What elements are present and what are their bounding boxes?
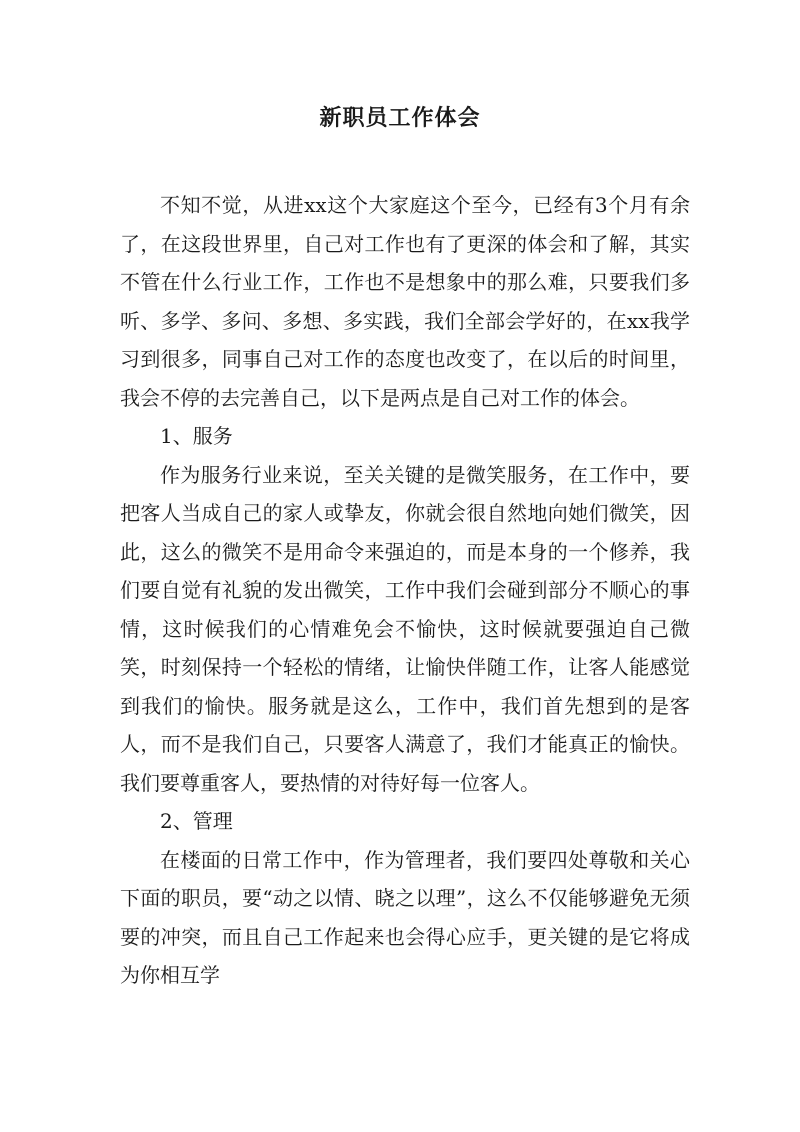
document-body	[120, 186, 690, 995]
service-paragraph: 作为服务行业来说，至关关键的是微笑服务，在工作中，要把客人当成自己的家人或挚友，你就会很自然地向她们微笑，因此，这么的微笑不是用命令来强迫的，而是本身的一个修养，我们要自觉有礼貌的发出微笑，工作中我们会碰到部分不顺心的事情，这时候我们的心情难免会不愉快，这时候就要强迫自己微笑，时刻保持一个轻松的情绪，让愉快伴随工作，让客人能感觉到我们的愉快。服务就是这么，工作中，我们首先想到的是客人，而不是我们自己，只要客人满意了，我们才能真正的愉快。我们要尊重客人，要热情的对待好每一位客人。	[120, 462, 690, 795]
intro-paragraph: 不知不觉，从进xx这个大家庭这个至今，已经有3个月有余了，在这段世界里，自己对工作也有了更深的体会和了解，其实不管在什么行业工作，工作也不是想象中的那么难，只要我们多听、多学、多问、多想、多实践，我们全部会学好的，在xx我学习到很多，同事自己对工作的态度也改变了，在以后的时间里，我会不停的去完善自己，以下是两点是自己对工作的体会。	[120, 193, 690, 410]
section-heading-service: 1、服务	[160, 424, 233, 448]
section-heading-management: 2、管理	[160, 809, 233, 833]
management-paragraph: 在楼面的日常工作中，作为管理者，我们要四处尊敬和关心下面的职员，要“动之以情、晓之以理”，这么不仅能够避免无须要的冲突，而且自己工作起来也会得心应手，更关键的是它将成为你相互学	[120, 847, 690, 987]
document-title: 新职员工作体会	[319, 105, 481, 131]
